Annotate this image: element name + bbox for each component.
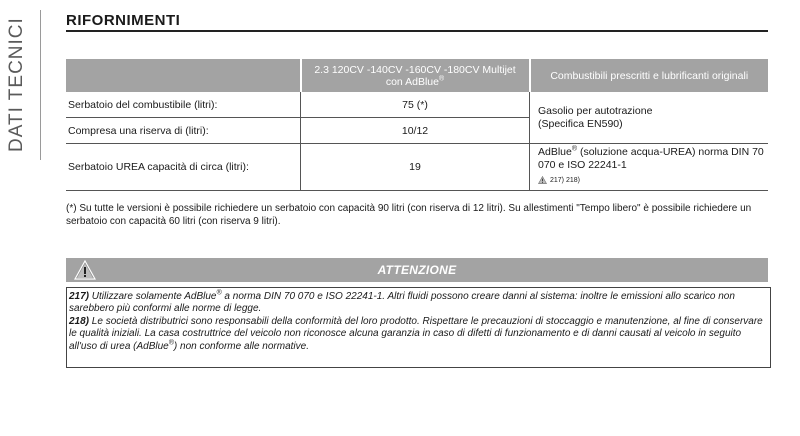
warning-triangle-icon bbox=[538, 176, 547, 184]
warning-title: ATTENZIONE bbox=[377, 263, 457, 277]
fuel-spec-line1: Gasolio per autotrazione bbox=[538, 104, 653, 117]
table-row bbox=[66, 92, 768, 118]
note-text: Utilizzare solamente AdBlue bbox=[89, 291, 217, 302]
header-engines-text: 2.3 120CV -140CV -160CV -180CV Multijet con AdBlue bbox=[314, 63, 516, 88]
header-col-fluids: Combustibili prescritti e lubrificanti originali bbox=[530, 59, 769, 92]
page-title: RIFORNIMENTI bbox=[66, 12, 181, 29]
table-footnote: (*) Su tutte le versioni è possibile richiedere un serbatoio con capacità 90 litri (con riserva di 12 litri). Su allestimenti "Tempo libero" è possibile richiedere un serbatoio con capacità 60 litri (con riserva 9 litri). bbox=[66, 203, 752, 227]
urea-spec-rest: (soluzione acqua-UREA) norma DIN 70 070 e ISO 22241-1 bbox=[538, 145, 764, 171]
note-text: ) non conforme alle normative. bbox=[173, 340, 309, 352]
note-text: Le società distributrici sono responsabili della conformità del loro prodotto. Rispettare le precauzioni di stoccaggio e manutenzione, al fine di conservare le qualità iniziali. La casa costruttrice del veicolo non riconosce alcuna garanzia in caso di difetti di funzionamento e di danni causati al veicolo in seguito all'uso di urea (AdBlue bbox=[69, 315, 763, 352]
registered-mark: ® bbox=[216, 289, 222, 297]
note-text: a norma DIN 70 070 e ISO 22241-1. Altri fluidi possono creare danni al sistema: inoltre le emissioni allo scarico non sarebbero più conformi alle norme di legge. bbox=[69, 291, 735, 315]
fuel-spec-line2: (Specifica EN590) bbox=[538, 117, 623, 130]
warning-header-bar bbox=[66, 258, 768, 282]
urea-spec-cell bbox=[530, 144, 769, 191]
warning-refs bbox=[538, 174, 580, 187]
urea-spec-prefix: AdBlue bbox=[538, 145, 572, 158]
section-side-label: DATI TECNICI bbox=[6, 17, 27, 152]
row-label-fuel-tank: Serbatoio del combustibile (litri): bbox=[66, 92, 301, 118]
row-value-urea-tank: 19 bbox=[301, 144, 530, 191]
urea-spec-text bbox=[538, 146, 766, 172]
registered-mark: ® bbox=[571, 145, 578, 153]
header-col-engines bbox=[301, 59, 530, 92]
side-divider bbox=[40, 10, 41, 160]
table-row bbox=[66, 144, 768, 191]
warning-box bbox=[66, 287, 771, 368]
row-value-fuel-tank: 75 (*) bbox=[301, 92, 530, 118]
registered-mark: ® bbox=[168, 339, 174, 347]
note-number: 218) bbox=[69, 315, 90, 327]
warning-note-217 bbox=[69, 291, 765, 316]
title-underline bbox=[66, 30, 768, 32]
section-side-tab bbox=[4, 10, 44, 160]
row-label-reserve: Compresa una riserva di (litri): bbox=[66, 118, 301, 144]
note-number: 217) bbox=[69, 291, 90, 302]
fuel-spec-cell bbox=[530, 92, 769, 144]
header-col-description bbox=[66, 59, 301, 92]
row-label-urea-tank: Serbatoio UREA capacità di circa (litri): bbox=[66, 144, 301, 191]
row-value-reserve: 10/12 bbox=[301, 118, 530, 144]
warning-note-218 bbox=[69, 316, 765, 353]
warning-ref-numbers: 217) 218) bbox=[550, 176, 580, 184]
table-header-row bbox=[66, 59, 768, 92]
refueling-table bbox=[66, 59, 768, 191]
registered-mark: ® bbox=[438, 75, 445, 82]
